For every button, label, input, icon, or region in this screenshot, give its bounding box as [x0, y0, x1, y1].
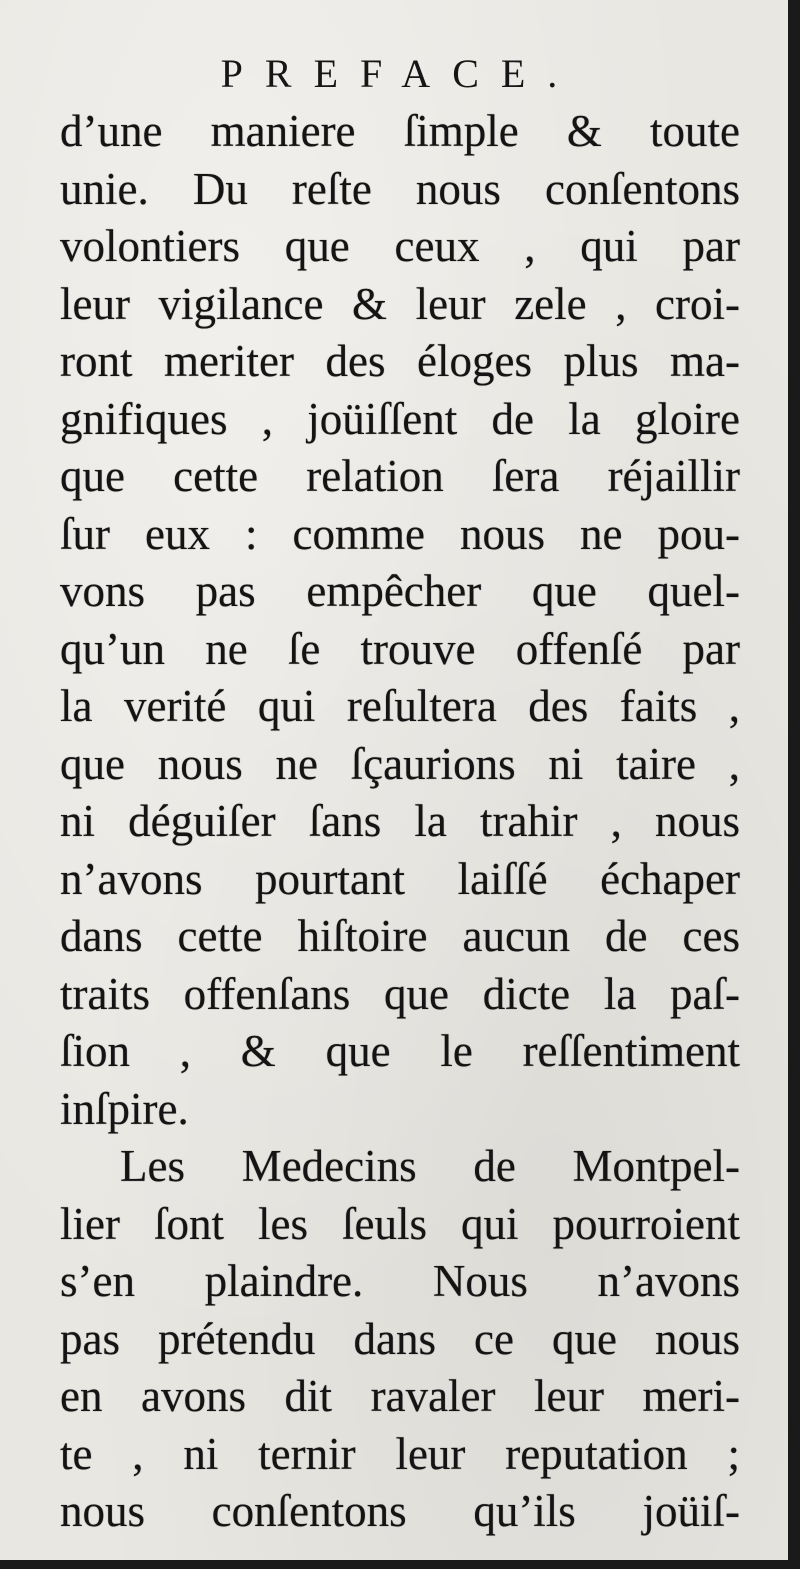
text-line: dans cette hiſtoire aucun de ces	[60, 911, 740, 961]
text-line: gnifiques , joüiſſent de la gloire	[60, 393, 740, 444]
body-text	[60, 103, 740, 1541]
text-line: traits offenſans que dicte la paſ-	[60, 968, 740, 1019]
text-line: vons pas empêcher que quel-	[60, 566, 740, 616]
text-line: ſion , & que le reſſentiment	[60, 1026, 740, 1076]
text-line: volontiers que ceux , qui par	[60, 221, 740, 271]
scan-edge-bottom	[0, 1560, 800, 1569]
text-line: lier ſont les ſeuls qui pourroient	[60, 1198, 740, 1249]
text-line: unie. Du reſte nous conſentons	[60, 163, 740, 214]
text-line: s’en plaindre. Nous n’avons	[60, 1256, 740, 1306]
text-line: te , ni ternir leur reputation ;	[60, 1428, 740, 1479]
paragraph-end-line: inſpire.	[60, 1083, 189, 1134]
text-line: la verité qui reſultera des faits ,	[60, 681, 740, 731]
text-line: que nous ne ſçaurions ni taire ,	[60, 738, 740, 789]
text-line: d’une maniere ſimple & toute	[60, 106, 740, 156]
scan-edge-right	[788, 0, 800, 1569]
text-line: que cette relation ſera réjaillir	[60, 451, 740, 501]
text-line: n’avons pourtant laiſſé échaper	[60, 853, 740, 904]
text-line: en avons dit ravaler leur meri-	[60, 1371, 740, 1421]
text-line: pas prétendu dans ce que nous	[60, 1313, 740, 1364]
text-line: qu’un ne ſe trouve offenſé par	[60, 623, 740, 674]
paragraph-start-line: Les Medecins de Montpel-	[120, 1141, 740, 1191]
text-line: ſur eux : comme nous ne pou-	[60, 508, 740, 559]
text-line: leur vigilance & leur zele , croi-	[60, 278, 740, 329]
running-header: PREFACE.	[220, 51, 580, 96]
text-line: ront meriter des éloges plus ma-	[60, 336, 740, 386]
text-line: nous conſentons qu’ils joüiſ-	[60, 1486, 740, 1536]
text-line: ni déguiſer ſans la trahir , nous	[60, 796, 740, 846]
